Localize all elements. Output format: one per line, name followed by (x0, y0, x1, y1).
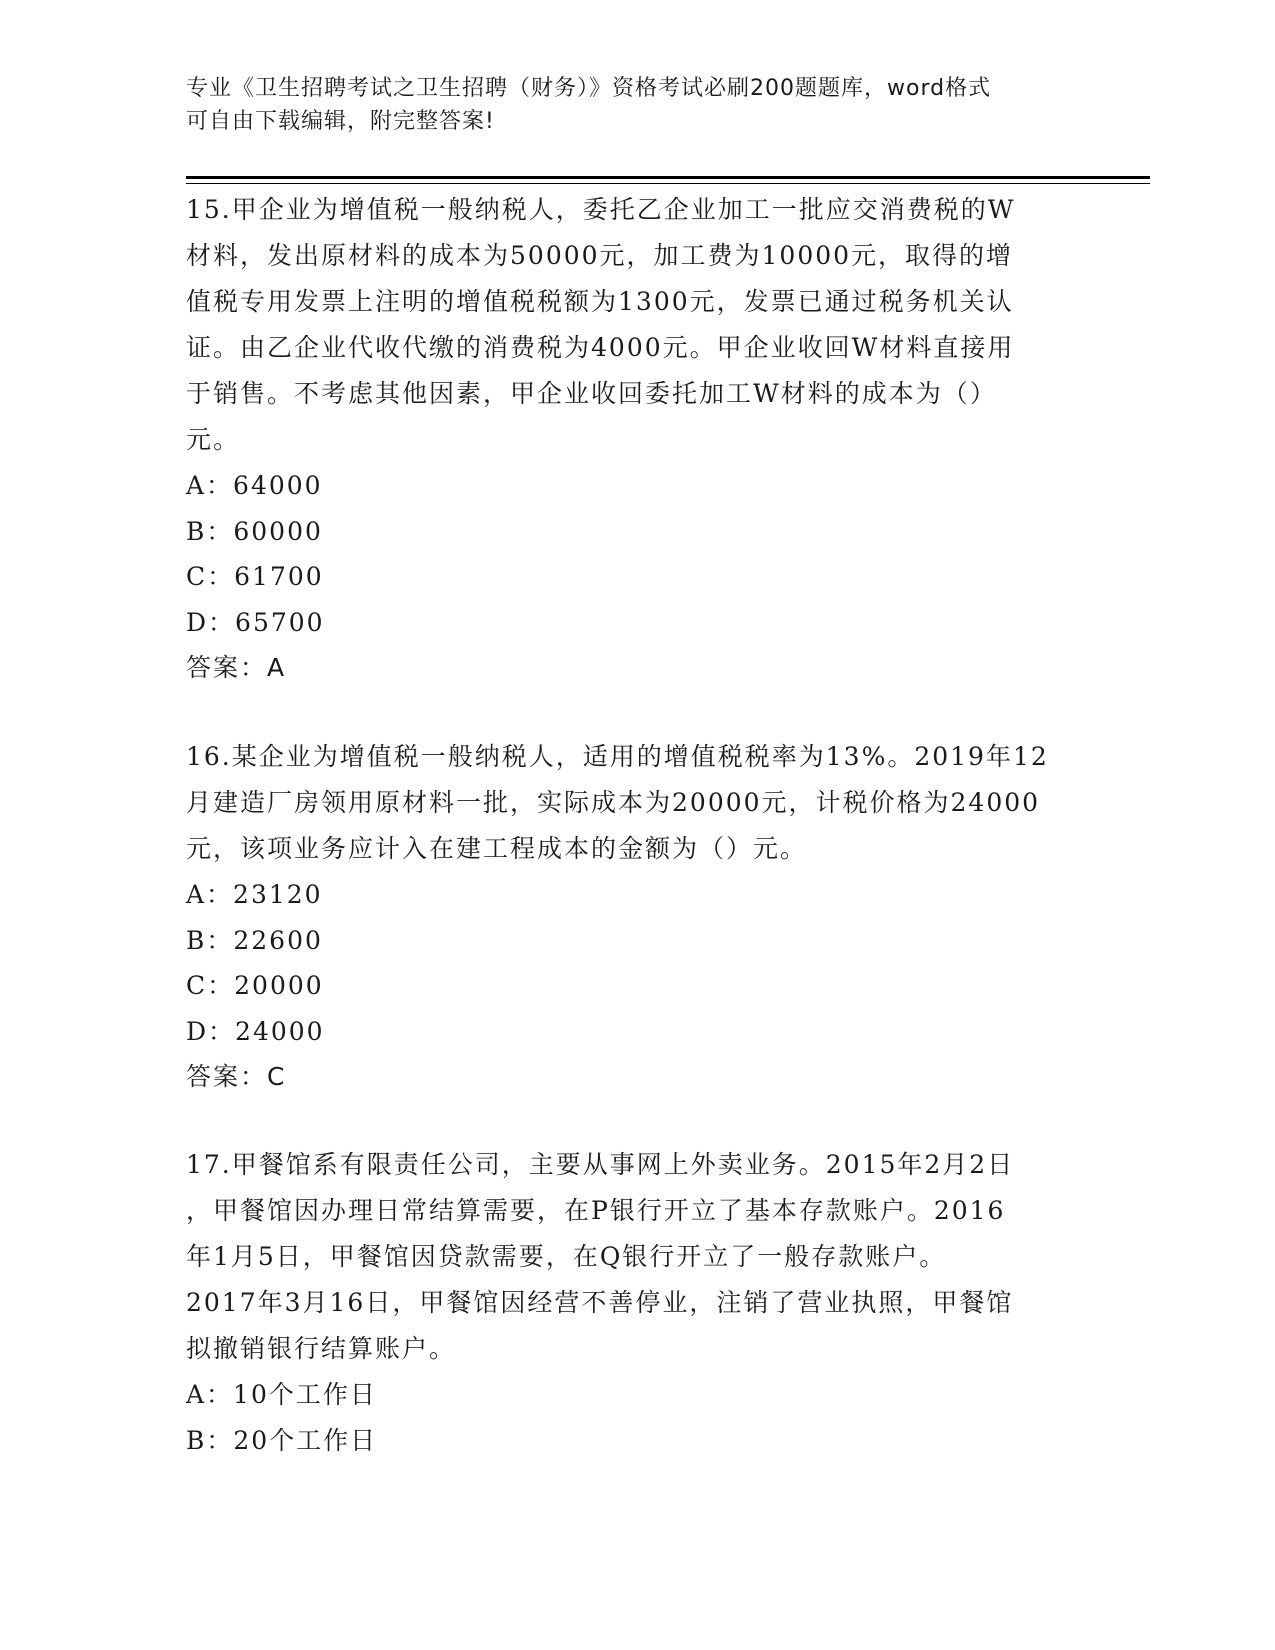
question-stem-line: 材料，发出原材料的成本为50000元，加工费为10000元，取得的增 (186, 241, 1014, 270)
option-b: B：20个工作日 (186, 1425, 378, 1455)
question-stem-line: 拟撤销银行结算账户。 (186, 1334, 457, 1363)
header-line-1: 专业《卫生招聘考试之卫生招聘（财务）》资格考试必刷200题题库，word格式 (186, 76, 992, 101)
option-c: C：20000 (186, 971, 324, 1000)
header-divider-thick (186, 176, 1150, 179)
option-a: A：64000 (186, 471, 323, 500)
option-c: C：61700 (186, 562, 324, 591)
question-stem-line: 元，该项业务应计入在建工程成本的金额为（）元。 (186, 834, 808, 863)
question-17 (186, 1142, 1086, 1463)
question-stem-line: 于销售。不考虑其他因素，甲企业收回委托加工W材料的成本为（） (186, 379, 997, 408)
option-b: B：22600 (186, 925, 323, 955)
option-a: A：10个工作日 (186, 1380, 377, 1409)
question-stem-line: 2017年3月16日，甲餐馆因经营不善停业，注销了营业执照，甲餐馆 (186, 1288, 1014, 1317)
answer-label: 答案：A (186, 653, 287, 682)
header-divider-thin (186, 183, 1150, 184)
question-stem-line: 15.甲企业为增值税一般纳税人，委托乙企业加工一批应交消费税的W (186, 195, 1016, 224)
option-a: A：23120 (186, 880, 323, 909)
option-d: D：65700 (186, 607, 325, 637)
question-stem-line: 元。 (186, 425, 241, 454)
question-stem-line: 值税专用发票上注明的增值税税额为1300元，发票已通过税务机关认 (186, 287, 1014, 316)
page-header (186, 72, 1066, 138)
question-15 (186, 187, 1086, 691)
option-b: B：60000 (186, 516, 323, 546)
question-stem-line: 17.甲餐馆系有限责任公司，主要从事网上外卖业务。2015年2月2日 (186, 1150, 1015, 1179)
question-stem-line: 月建造厂房领用原材料一批，实际成本为20000元，计税价格为24000 (186, 788, 1041, 817)
question-stem-line: ，甲餐馆因办理日常结算需要，在P银行开立了基本存款账户。2016 (186, 1196, 1006, 1225)
option-d: D：24000 (186, 1016, 325, 1046)
question-16 (186, 734, 1086, 1100)
question-stem-line: 证。由乙企业代收代缴的消费税为4000元。甲企业收回W材料直接用 (186, 333, 1015, 362)
question-stem-line: 年1月5日，甲餐馆因贷款需要，在Q银行开立了一般存款账户。 (186, 1242, 947, 1271)
answer-label: 答案：C (186, 1062, 287, 1091)
header-line-2: 可自由下载编辑，附完整答案! (186, 109, 495, 134)
question-stem-line: 16.某企业为增值税一般纳税人，适用的增值税税率为13%。2019年12 (186, 742, 1049, 771)
